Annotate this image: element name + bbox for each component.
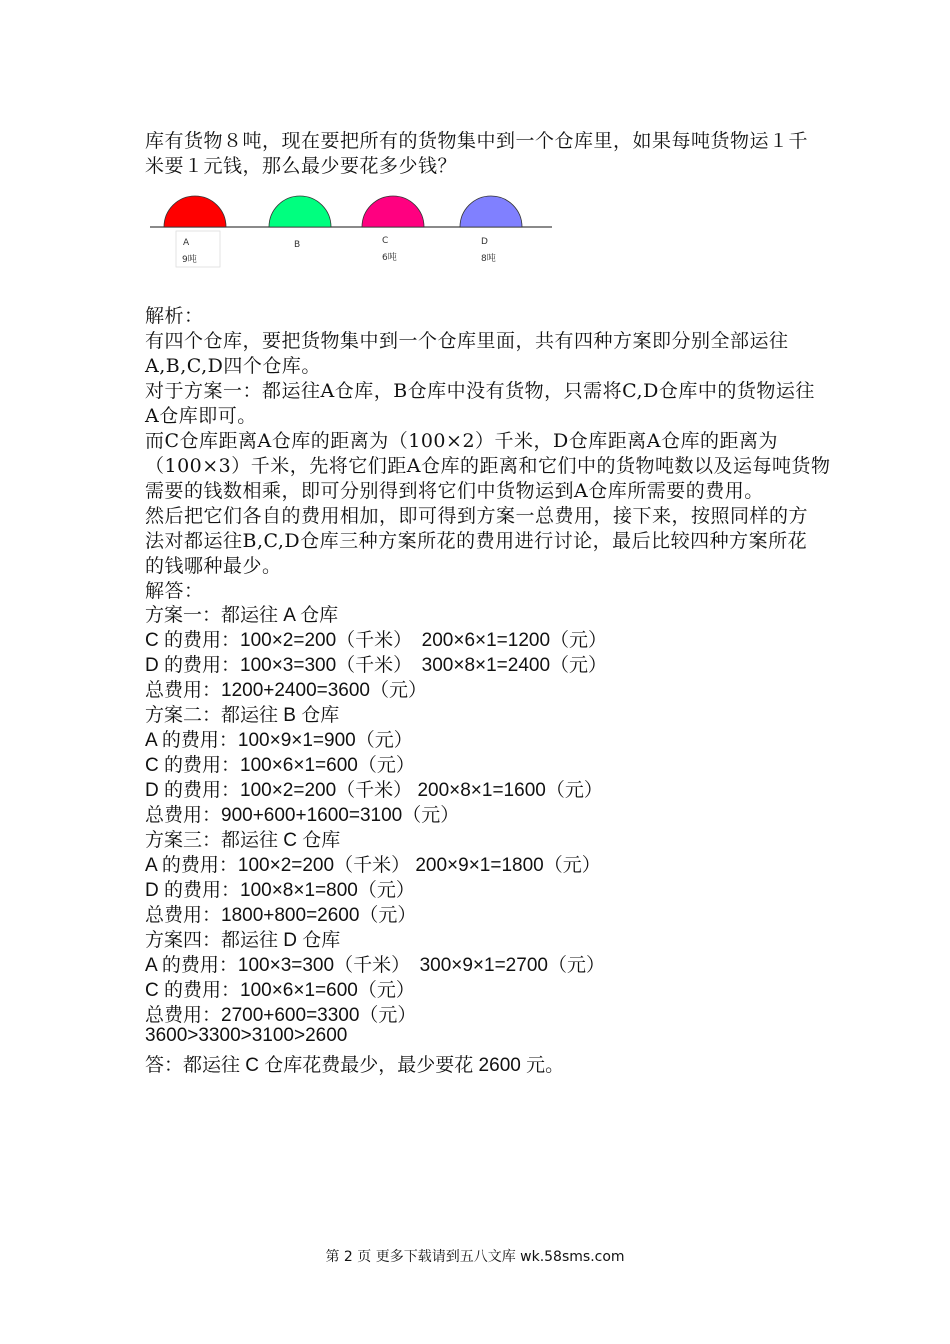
analysis-line: （100×3）千米，先将它们距A仓库的距离和它们中的货物吨数以及运每吨货物 bbox=[145, 455, 831, 477]
analysis-line: 的钱哪种最少。 bbox=[145, 555, 282, 577]
analysis-heading: 解析： bbox=[145, 305, 204, 327]
answer-heading: 解答： bbox=[145, 580, 204, 602]
analysis-line: 然后把它们各自的费用相加，即可得到方案一总费用，接下来，按照同样的方 bbox=[145, 505, 809, 527]
answer-line: C 的费用：100×6×1=600（元） bbox=[145, 980, 415, 1001]
answer-line: 总费用：1800+800=2600（元） bbox=[145, 905, 417, 926]
answer-line: 总费用：2700+600=3300（元） bbox=[145, 1005, 417, 1026]
answer-line: D 的费用：100×2=200（千米） 200×8×1=1600（元） bbox=[145, 780, 603, 801]
warehouse-c-label: C bbox=[382, 236, 389, 246]
answer-line: A 的费用：100×2=200（千米） 200×9×1=1800（元） bbox=[145, 855, 601, 876]
analysis-line: 有四个仓库，要把货物集中到一个仓库里面，共有四种方案即分别全部运往 bbox=[145, 330, 789, 352]
page-footer: 第 2 页 更多下载请到五八文库 wk.58sms.com bbox=[325, 1249, 625, 1265]
warehouse-d-shape bbox=[460, 196, 522, 227]
answer-line: C 的费用：100×6×1=600（元） bbox=[145, 755, 415, 776]
answer-line: C 的费用：100×2=200（千米） 200×6×1=1200（元） bbox=[145, 630, 608, 651]
warehouse-a-shape bbox=[164, 196, 226, 227]
warehouse-d-label: D bbox=[481, 237, 488, 247]
answer-line: 方案二：都运往 B 仓库 bbox=[145, 705, 340, 726]
warehouse-d-weight: 8吨 bbox=[481, 254, 496, 264]
answer-line: A 的费用：100×9×1=900（元） bbox=[145, 730, 413, 751]
analysis-line: 法对都运往B,C,D仓库三种方案所花的费用进行讨论，最后比较四种方案所花 bbox=[145, 530, 808, 552]
analysis-line: A仓库即可。 bbox=[145, 405, 257, 427]
answer-line: 3600>3300>3100>2600 bbox=[145, 1025, 348, 1046]
analysis-line: 需要的钱数相乘，即可分别得到将它们中货物运到A仓库所需要的费用。 bbox=[145, 480, 764, 502]
answer-line: 答：都运往 C 仓库花费最少，最少要花 2600 元。 bbox=[145, 1055, 565, 1076]
analysis-line: A,B,C,D四个仓库。 bbox=[145, 355, 321, 377]
answer-line: 方案一：都运往 A 仓库 bbox=[145, 605, 339, 626]
answer-line: D 的费用：100×8×1=800（元） bbox=[145, 880, 415, 901]
warehouse-b-shape bbox=[269, 196, 331, 227]
warehouse-c-shape bbox=[362, 196, 424, 227]
answer-line: A 的费用：100×3=300（千米） 300×9×1=2700（元） bbox=[145, 955, 605, 976]
answer-line: 方案三：都运往 C 仓库 bbox=[145, 830, 341, 851]
answer-line: D 的费用：100×3=300（千米） 300×8×1=2400（元） bbox=[145, 655, 608, 676]
warehouse-a-label: A bbox=[183, 238, 190, 248]
warehouse-b-label: B bbox=[294, 240, 301, 250]
answer-line: 总费用：1200+2400=3600（元） bbox=[145, 680, 427, 701]
answer-line: 方案四：都运往 D 仓库 bbox=[145, 930, 341, 951]
warehouse-diagram bbox=[148, 183, 558, 273]
analysis-line: 而C仓库距离A仓库的距离为（100×2）千米，D仓库距离A仓库的距离为 bbox=[145, 430, 778, 452]
question-line-2: 米要１元钱，那么最少要花多少钱？ bbox=[145, 155, 458, 177]
analysis-line: 对于方案一：都运往A仓库，B仓库中没有货物，只需将C,D仓库中的货物运往 bbox=[145, 380, 815, 402]
warehouse-c-weight: 6吨 bbox=[382, 253, 397, 263]
warehouse-a-weight: 9吨 bbox=[182, 255, 197, 265]
answer-line: 总费用：900+600+1600=3100（元） bbox=[145, 805, 460, 826]
question-line-1: 库有货物８吨，现在要把所有的货物集中到一个仓库里，如果每吨货物运１千 bbox=[145, 130, 809, 152]
